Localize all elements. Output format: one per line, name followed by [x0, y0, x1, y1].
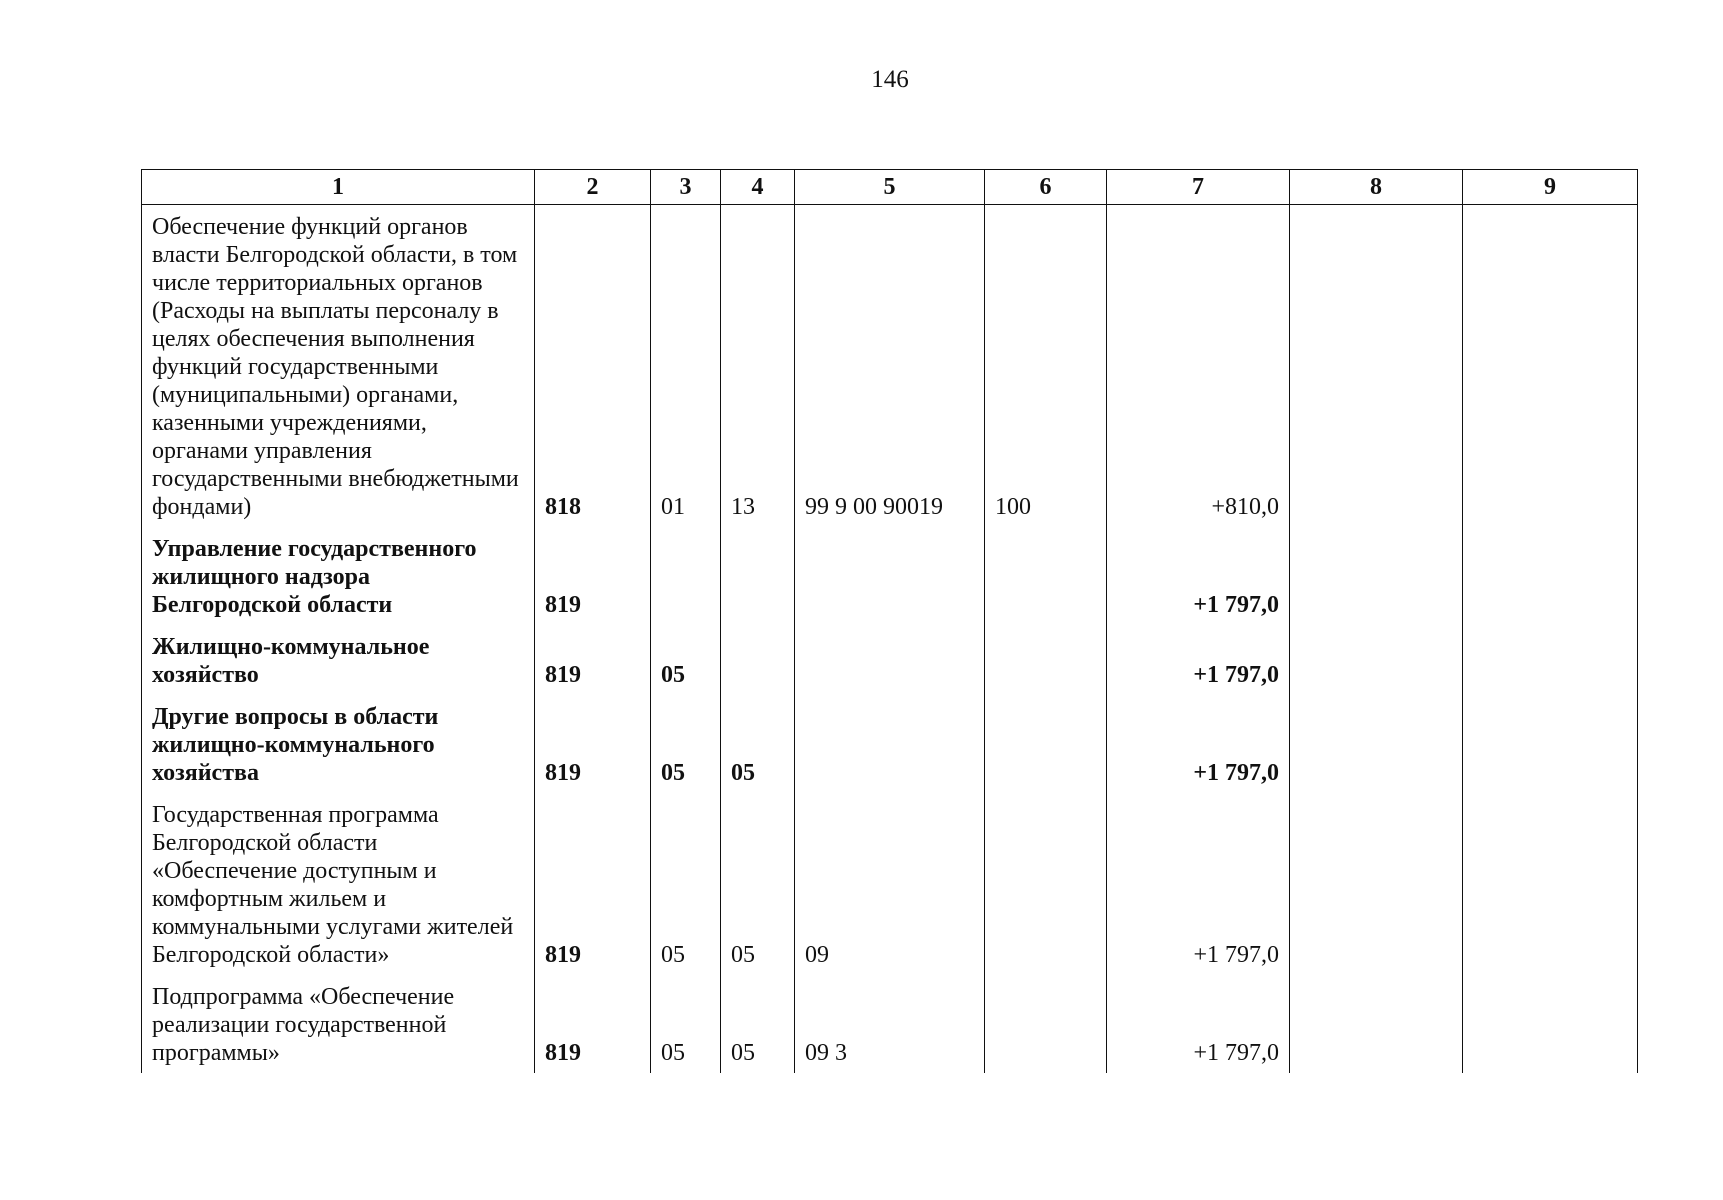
- row-expense-type: 100: [985, 205, 1107, 528]
- row-section: 05: [651, 625, 721, 695]
- row-target-article: [795, 625, 985, 695]
- column-header-1: 1: [142, 170, 535, 205]
- table-row: [142, 975, 1638, 1073]
- row-col9: [1463, 205, 1638, 528]
- row-expense-type: [985, 975, 1107, 1073]
- row-admin-code: 819: [535, 975, 651, 1073]
- table-row: [142, 205, 1638, 528]
- row-section: 05: [651, 695, 721, 793]
- budget-table: [141, 169, 1638, 1073]
- row-subsection: [721, 527, 795, 625]
- row-amount: +810,0: [1107, 205, 1290, 528]
- table-row: [142, 695, 1638, 793]
- row-amount: +1 797,0: [1107, 527, 1290, 625]
- row-expense-type: [985, 793, 1107, 975]
- row-col9: [1463, 527, 1638, 625]
- row-col8: [1290, 625, 1463, 695]
- row-admin-code: 819: [535, 793, 651, 975]
- column-header-5: 5: [795, 170, 985, 205]
- row-target-article: 99 9 00 90019: [795, 205, 985, 528]
- row-expense-type: [985, 625, 1107, 695]
- row-col8: [1290, 527, 1463, 625]
- row-admin-code: 819: [535, 625, 651, 695]
- row-target-article: 09: [795, 793, 985, 975]
- column-header-2: 2: [535, 170, 651, 205]
- table-row: [142, 793, 1638, 975]
- row-section: [651, 527, 721, 625]
- header-row: [142, 170, 1638, 205]
- column-header-4: 4: [721, 170, 795, 205]
- column-header-8: 8: [1290, 170, 1463, 205]
- row-name: Подпрограмма «Обеспечение реализации государственной программы»: [142, 975, 535, 1073]
- column-header-6: 6: [985, 170, 1107, 205]
- row-amount: +1 797,0: [1107, 695, 1290, 793]
- row-col9: [1463, 625, 1638, 695]
- row-subsection: 13: [721, 205, 795, 528]
- row-col8: [1290, 975, 1463, 1073]
- row-col8: [1290, 695, 1463, 793]
- table-row: [142, 625, 1638, 695]
- row-name: Жилищно-коммунальное хозяйство: [142, 625, 535, 695]
- row-admin-code: 819: [535, 527, 651, 625]
- row-section: 05: [651, 975, 721, 1073]
- row-col8: [1290, 793, 1463, 975]
- column-header-3: 3: [651, 170, 721, 205]
- row-target-article: 09 3: [795, 975, 985, 1073]
- row-admin-code: 818: [535, 205, 651, 528]
- row-subsection: 05: [721, 975, 795, 1073]
- row-col9: [1463, 695, 1638, 793]
- row-section: 01: [651, 205, 721, 528]
- row-name: Управление государственного жилищного надзора Белгородской области: [142, 527, 535, 625]
- table-row: [142, 527, 1638, 625]
- row-name: Государственная программа Белгородской области «Обеспечение доступным и комфортным жильем и коммунальными услугами жителей Белгородской области»: [142, 793, 535, 975]
- column-header-7: 7: [1107, 170, 1290, 205]
- row-col9: [1463, 793, 1638, 975]
- row-name: Обеспечение функций органов власти Белгородской области, в том числе территориальных органов (Расходы на выплаты персоналу в целях обеспечения выполнения функций государственными (муниципальными) органами, казенными учреждениями, органами управления государственными внебюджетными фондами): [142, 205, 535, 528]
- row-amount: +1 797,0: [1107, 625, 1290, 695]
- page-number: 146: [871, 66, 909, 93]
- row-col9: [1463, 975, 1638, 1073]
- row-target-article: [795, 527, 985, 625]
- row-name: Другие вопросы в области жилищно-коммунального хозяйства: [142, 695, 535, 793]
- row-amount: +1 797,0: [1107, 793, 1290, 975]
- row-subsection: [721, 625, 795, 695]
- row-admin-code: 819: [535, 695, 651, 793]
- column-header-9: 9: [1463, 170, 1638, 205]
- row-amount: +1 797,0: [1107, 975, 1290, 1073]
- row-section: 05: [651, 793, 721, 975]
- row-subsection: 05: [721, 695, 795, 793]
- row-subsection: 05: [721, 793, 795, 975]
- row-col8: [1290, 205, 1463, 528]
- row-expense-type: [985, 527, 1107, 625]
- row-target-article: [795, 695, 985, 793]
- row-expense-type: [985, 695, 1107, 793]
